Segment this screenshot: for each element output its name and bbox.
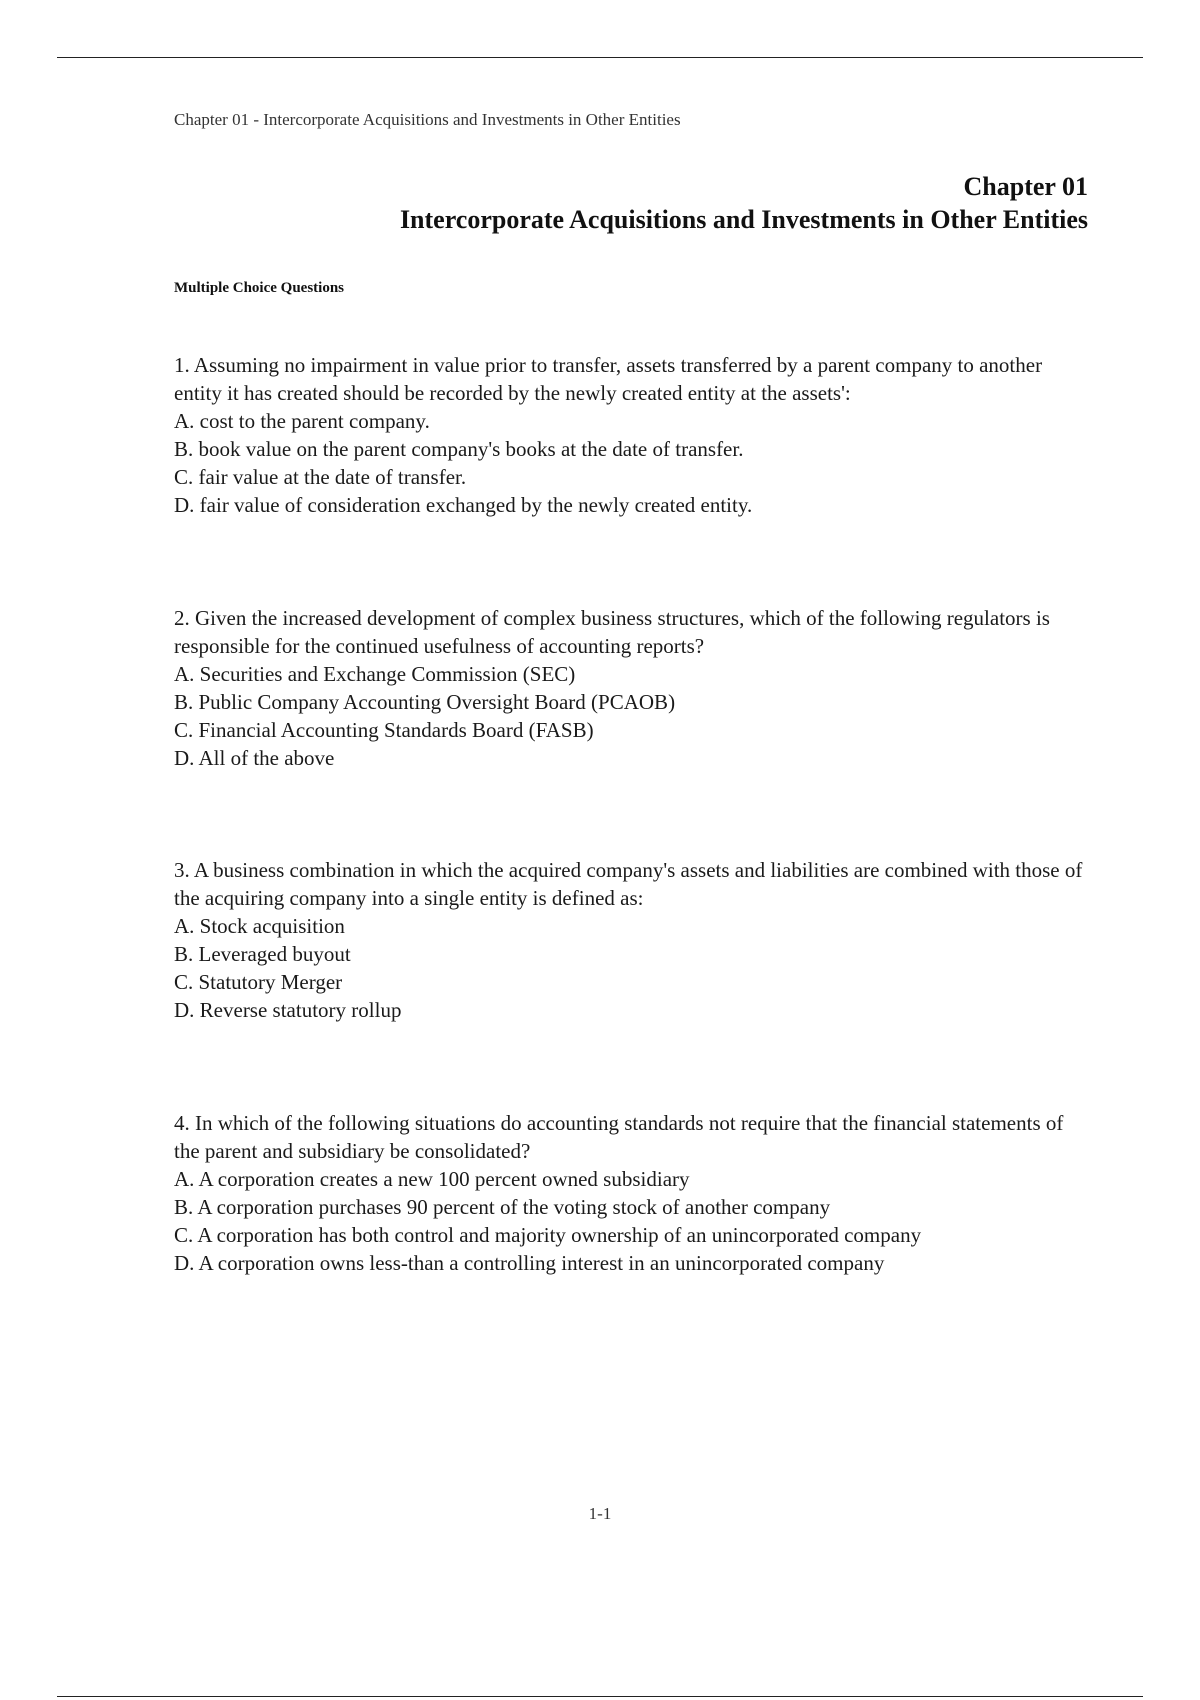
answer-option-a: A. cost to the parent company. bbox=[174, 409, 430, 433]
chapter-title: Intercorporate Acquisitions and Investments in Other Entities bbox=[399, 205, 1088, 234]
answer-option-a: A. Stock acquisition bbox=[174, 914, 345, 938]
page-number: 1-1 bbox=[588, 1504, 612, 1523]
answer-option-d: D. fair value of consideration exchanged by the newly created entity. bbox=[174, 493, 753, 517]
answer-option-c: C. Statutory Merger bbox=[174, 970, 343, 994]
chapter-number: Chapter 01 bbox=[963, 172, 1088, 201]
question-stem: 3. A business combination in which the acquired company's assets and liabilities are combined with those of the acquiring company into a single entity is defined as: bbox=[174, 858, 1083, 910]
question-stem: 1. Assuming no impairment in value prior to transfer, assets transferred by a parent company to another entity it has created should be recorded by the newly created entity at the assets': bbox=[174, 353, 1043, 405]
answer-option-a: A. Securities and Exchange Commission (SEC) bbox=[174, 662, 576, 686]
question-1 bbox=[174, 351, 1094, 519]
bottom-rule bbox=[57, 1696, 1143, 1697]
answer-option-d: D. All of the above bbox=[174, 746, 335, 770]
section-label: Multiple Choice Questions bbox=[174, 280, 345, 296]
question-stem: 2. Given the increased development of complex business structures, which of the following regulators is responsible for the continued usefulness of accounting reports? bbox=[174, 606, 1050, 658]
top-rule bbox=[57, 57, 1143, 58]
chapter-title-block bbox=[400, 170, 1088, 236]
question-2 bbox=[174, 604, 1094, 772]
question-3 bbox=[174, 856, 1094, 1024]
answer-option-d: D. Reverse statutory rollup bbox=[174, 998, 402, 1022]
answer-option-b: B. A corporation purchases 90 percent of the voting stock of another company bbox=[174, 1195, 831, 1219]
answer-option-c: C. fair value at the date of transfer. bbox=[174, 465, 467, 489]
running-head: Chapter 01 - Intercorporate Acquisitions and Investments in Other Entities bbox=[174, 110, 681, 129]
answer-option-d: D. A corporation owns less-than a controlling interest in an unincorporated company bbox=[174, 1251, 885, 1275]
question-stem: 4. In which of the following situations do accounting standards not require that the financial statements of the parent and subsidiary be consolidated? bbox=[174, 1111, 1064, 1163]
question-4 bbox=[174, 1109, 1094, 1277]
answer-option-c: C. Financial Accounting Standards Board (FASB) bbox=[174, 718, 594, 742]
answer-option-b: B. Leveraged buyout bbox=[174, 942, 351, 966]
answer-option-b: B. book value on the parent company's books at the date of transfer. bbox=[174, 437, 744, 461]
answer-option-c: C. A corporation has both control and majority ownership of an unincorporated company bbox=[174, 1223, 922, 1247]
answer-option-b: B. Public Company Accounting Oversight Board (PCAOB) bbox=[174, 690, 676, 714]
answer-option-a: A. A corporation creates a new 100 percent owned subsidiary bbox=[174, 1167, 690, 1191]
